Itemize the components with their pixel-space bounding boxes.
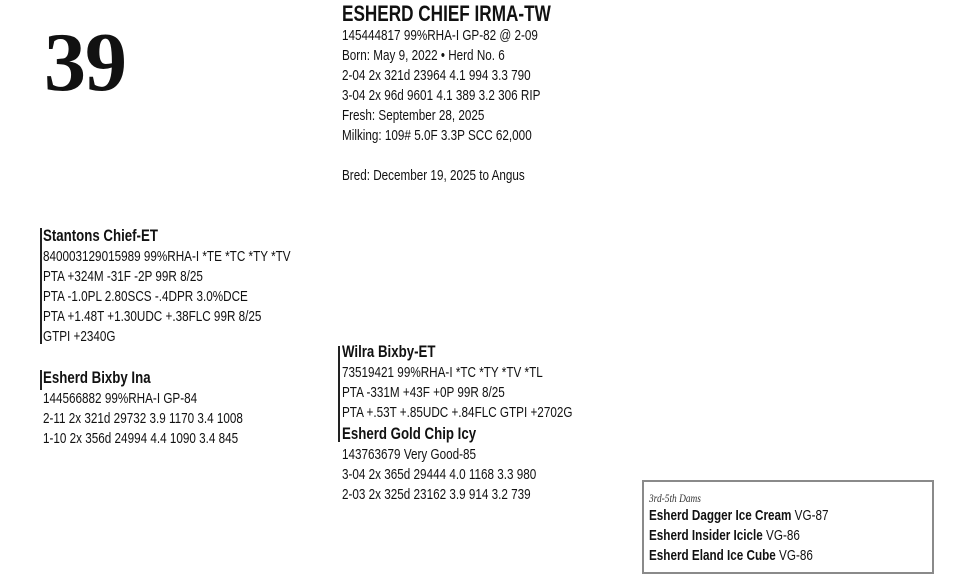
dam-line: 1-10 2x 356d 24994 4.4 1090 3.4 845 <box>43 430 239 447</box>
dam-line: 144566882 99%RHA-I GP-84 <box>43 390 198 407</box>
cow-line: 3-04 2x 96d 9601 4.1 389 3.2 306 RIP <box>342 87 541 104</box>
cow-line: Milking: 109# 5.0F 3.3P SCC 62,000 <box>342 127 532 144</box>
dam-info <box>43 367 243 449</box>
ancestry-entry <box>649 506 828 526</box>
granddam-line: 2-03 2x 325d 23162 3.9 914 3.2 739 <box>342 486 531 503</box>
sire-line: GTPI +2340G <box>43 328 116 345</box>
dam-line: 2-11 2x 321d 29732 3.9 1170 3.4 1008 <box>43 410 243 427</box>
mgs-name: Wilra Bixby-ET <box>342 342 436 361</box>
sire-line: PTA +324M -31F -2P 99R 8/25 <box>43 268 203 285</box>
cow-info <box>342 2 551 186</box>
sire-bracket-rule <box>40 228 42 344</box>
sire-line: 840003129015989 99%RHA-I *TE *TC *TY *TV <box>43 248 291 265</box>
granddam-line: 143763679 Very Good-85 <box>342 446 477 463</box>
mgs-line: PTA +.53T +.85UDC +.84FLC GTPI +2702G <box>342 404 573 421</box>
sire-line: PTA +1.48T +1.30UDC +.38FLC 99R 8/25 <box>43 308 262 325</box>
granddam-line: 3-04 2x 365d 29444 4.0 1168 3.3 980 <box>342 466 537 483</box>
mgs-info <box>342 341 572 423</box>
ancestry-entry-name: Esherd Insider Icicle <box>649 527 763 544</box>
cow-line: Born: May 9, 2022 • Herd No. 6 <box>342 47 505 64</box>
cow-name: ESHERD CHIEF IRMA-TW <box>342 1 551 26</box>
cow-line: 145444817 99%RHA-I GP-82 @ 2-09 <box>342 27 538 44</box>
sire-line: PTA -1.0PL 2.80SCS -.4DPR 3.0%DCE <box>43 288 248 305</box>
ancestry-entry-score: VG-86 <box>766 527 800 544</box>
granddam-name: Esherd Gold Chip Icy <box>342 424 477 443</box>
ancestry-entry <box>649 546 828 566</box>
granddam-info <box>342 423 536 505</box>
lot-number: 39 <box>44 16 126 109</box>
mgs-line: 73519421 99%RHA-I *TC *TY *TV *TL <box>342 364 543 381</box>
mgs-bracket-rule <box>338 346 340 442</box>
sire-info <box>43 225 291 347</box>
ancestry-entry-score: VG-87 <box>794 507 829 524</box>
ancestry-box-heading: 3rd-5th Dams <box>649 491 701 505</box>
ancestry-entry-name: Esherd Eland Ice Cube <box>649 547 776 564</box>
mgs-line: PTA -331M +43F +0P 99R 8/25 <box>342 384 505 401</box>
cow-line: Fresh: September 28, 2025 <box>342 107 485 124</box>
cow-line: 2-04 2x 321d 23964 4.1 994 3.3 790 <box>342 67 531 84</box>
dam-bracket-rule <box>40 370 42 390</box>
ancestry-box <box>642 480 934 574</box>
sire-name: Stantons Chief-ET <box>43 226 158 245</box>
ancestry-entry-score: VG-86 <box>779 547 813 564</box>
cow-bred: Bred: December 19, 2025 to Angus <box>342 167 525 184</box>
ancestry-entry <box>649 526 828 546</box>
ancestry-box-content <box>649 490 828 566</box>
ancestry-entry-name: Esherd Dagger Ice Cream <box>649 507 792 524</box>
dam-name: Esherd Bixby Ina <box>43 368 151 387</box>
